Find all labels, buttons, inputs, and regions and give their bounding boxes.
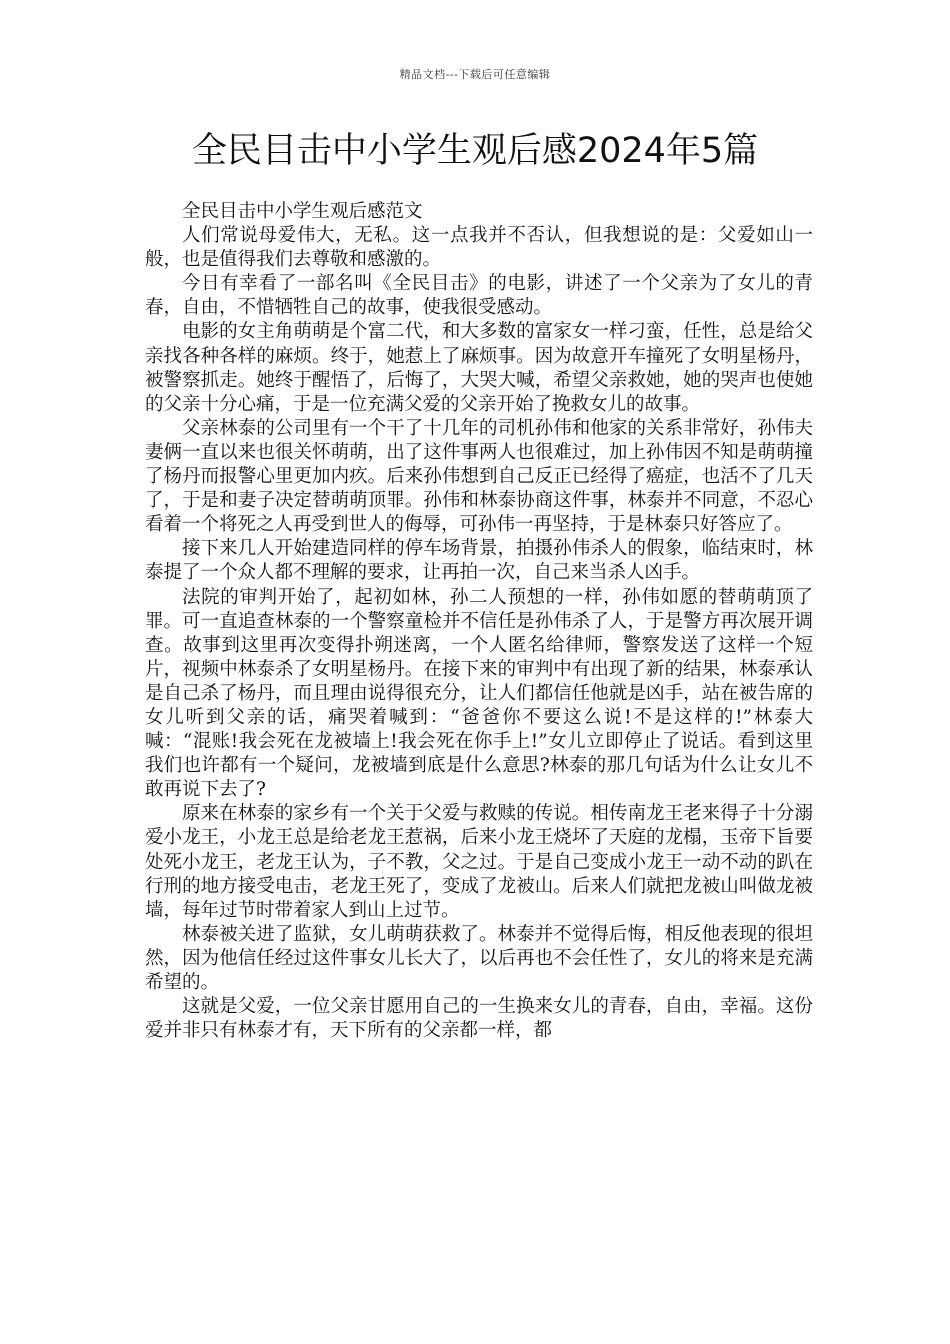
document-title: 全民目击中小学生观后感2024年5篇 <box>191 131 759 171</box>
body-paragraph: 原来在林泰的家乡有一个关于父爱与救赎的传说。相传南龙王老来得子十分溺爱小龙王，小龙王总是给老龙王惹祸，后来小龙王烧坏了天庭的龙榻，玉帝下旨要处死小龙王，老龙王认为，子不教，父之过。于是自己变成小龙王一动不动的趴在行刑的地方接受电击，老龙王死了，变成了龙被山。后来人们就把龙被山叫做龙被墙，每年过节时带着家人到山上过节。 <box>145 803 813 921</box>
body-paragraph: 接下来几人开始建造同样的停车场背景，拍摄孙伟杀人的假象，临结束时，林泰提了一个众人都不理解的要求，让再拍一次，自己来当杀人凶手。 <box>145 538 813 584</box>
body-paragraph: 今日有幸看了一部名叫《全民目击》的电影，讲述了一个父亲为了女儿的青春，自由，不惜牺牲自己的故事，使我很受感动。 <box>145 273 813 319</box>
body-paragraph: 林泰被关进了监狱，女儿萌萌获救了。林泰并不觉得后悔，相反他表现的很坦然，因为他信任经过这件事女儿长大了，以后再也不会任性了，女儿的将来是充满希望的。 <box>145 923 813 993</box>
subtitle-paragraph: 全民目击中小学生观后感范文 <box>182 201 423 222</box>
body-paragraph: 法院的审判开始了，起初如林，孙二人预想的一样，孙伟如愿的替萌萌顶了罪。可一直追查林泰的一个警察童检并不信任是孙伟杀了人，于是警方再次展开调查。故事到这里再次变得扑朔迷离，一个人匿名给律师，警察发送了这样一个短片，视频中林泰杀了女明星杨丹。在接下来的审判中有出现了新的结果，林泰承认是自己杀了杨丹，而且理由说得很充分，让人们都信任他就是凶手，站在被告席的女儿听到父亲的话，痛哭着喊到：“爸爸你不要这么说!不是这样的!”林泰大喊：“混账!我会死在龙被墙上!我会死在你手上!”女儿立即停止了说话。看到这里我们也许都有一个疑问，龙被墙到底是什么意思?林泰的那几句话为什么让女儿不敢再说下去了? <box>145 586 813 801</box>
body-paragraph: 人们常说母爱伟大，无私。这一点我并不否认，但我想说的是：父爱如山一般，也是值得我们去尊敬和感激的。 <box>145 225 813 271</box>
document-body <box>145 200 813 1043</box>
body-paragraph: 电影的女主角萌萌是个富二代，和大多数的富家女一样刁蛮，任性，总是给父亲找各种各样的麻烦。终于，她惹上了麻烦事。因为故意开车撞死了女明星杨丹，被警察抓走。她终于醒悟了，后悔了，大哭大喊，希望父亲救她，她的哭声也使她的父亲十分心痛，于是一位充满父爱的父亲开始了挽救女儿的故事。 <box>145 321 813 415</box>
body-paragraph: 父亲林泰的公司里有一个干了十几年的司机孙伟和他家的关系非常好，孙伟夫妻俩一直以来也很关怀萌萌，出了这件事两人也很难过，加上孙伟因不知是萌萌撞了杨丹而报警心里更加内疚。后来孙伟想到自己反正已经得了癌症，也活不了几天了，于是和妻子决定替萌萌顶罪。孙伟和林泰协商这件事，林泰并不同意，不忍心看着一个将死之人再受到世人的侮辱，可孙伟一再坚持，于是林泰只好答应了。 <box>145 417 813 536</box>
header-note: 精品文档---下载后可任意编辑 <box>399 68 551 81</box>
body-paragraph: 这就是父爱，一位父亲甘愿用自己的一生换来女儿的青春，自由，幸福。这份爱并非只有林泰才有，天下所有的父亲都一样，都 <box>145 996 813 1042</box>
